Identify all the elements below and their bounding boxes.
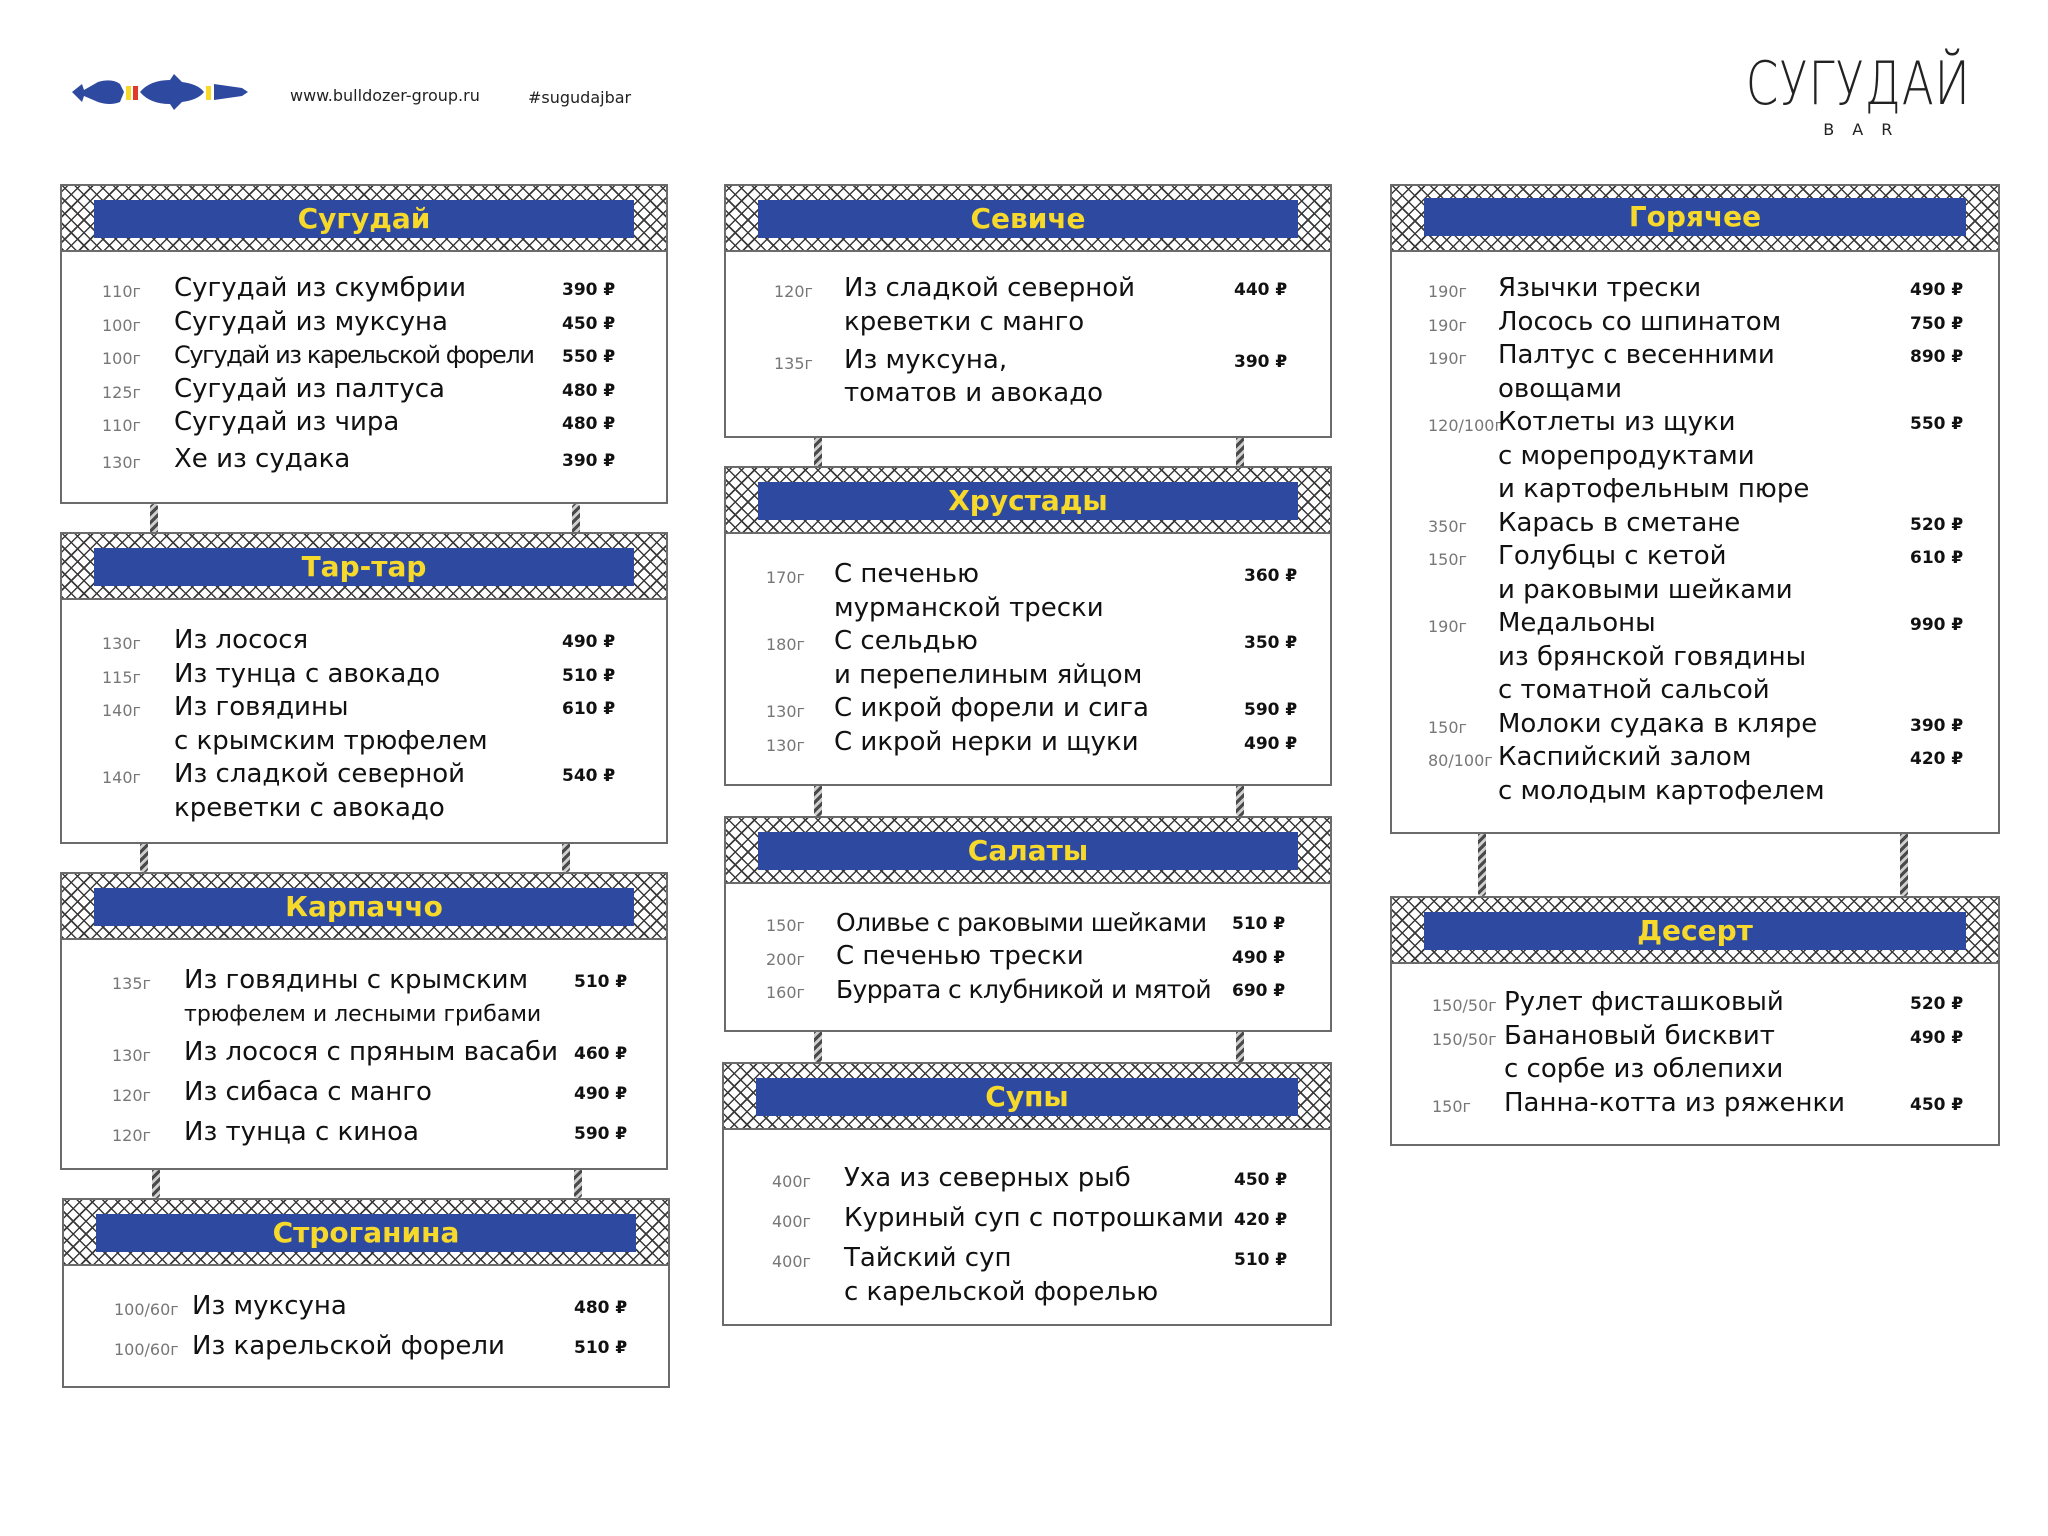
item-name: Лосось со шпинатом: [1498, 306, 1782, 337]
section-carpaccio: [60, 872, 668, 1170]
item-price: 480 ₽: [562, 380, 616, 401]
menu-item: [1392, 986, 1998, 1020]
section-title: Хрустады: [758, 482, 1298, 520]
item-weight: 150/50г: [1432, 996, 1497, 1015]
menu-item: [62, 691, 666, 725]
rope: [574, 1168, 582, 1198]
item-price: 520 ₽: [1910, 514, 1964, 535]
section-header: [64, 1200, 668, 1266]
item-name: Уха из северных рыб: [844, 1163, 1131, 1193]
menu-item: [726, 940, 1330, 974]
brand-sub: BAR: [1823, 120, 1911, 139]
menu-item: [726, 558, 1330, 592]
section-tartar: [60, 532, 668, 844]
menu-item-cont: [726, 592, 1330, 626]
item-name-line3: и картофельным пюре: [1498, 474, 1810, 504]
menu-item: [1392, 1087, 1998, 1121]
rope: [1900, 832, 1908, 896]
section-header: [1392, 186, 1998, 252]
section-soups: [722, 1062, 1332, 1326]
item-name-line2: креветки с манго: [844, 306, 1085, 337]
item-list: [62, 940, 666, 1149]
item-price: 990 ₽: [1910, 615, 1964, 635]
item-name: Из говядины: [174, 692, 349, 722]
section-title: Супы: [756, 1078, 1298, 1116]
item-name: Сугудай из палтуса: [174, 373, 445, 404]
menu-item: [726, 625, 1330, 659]
item-price: 450 ₽: [562, 313, 616, 334]
item-list: [64, 1266, 668, 1364]
section-crustades: [724, 466, 1332, 786]
item-name: Сугудай из муксуна: [174, 306, 448, 337]
fish-logo-icon: [70, 70, 250, 116]
item-weight: 120г: [774, 282, 813, 301]
menu-item-cont: [1392, 574, 1998, 608]
item-name-line2: мурманской трески: [834, 592, 1104, 623]
item-weight: 110г: [102, 282, 141, 301]
item-weight: 350г: [1428, 516, 1467, 536]
section-dessert: [1390, 896, 2000, 1146]
item-name: Из карельской форели: [192, 1331, 505, 1361]
item-name: Куриный суп с потрошками: [844, 1203, 1224, 1233]
menu-item: [62, 1036, 666, 1076]
item-weight: 80/100г: [1428, 751, 1493, 770]
item-list: [724, 1130, 1330, 1309]
item-name: Сугудай из скумбрии: [174, 273, 466, 303]
menu-item: [1392, 306, 1998, 340]
section-title: Горячее: [1424, 198, 1966, 236]
item-price: 450 ₽: [1910, 1094, 1964, 1115]
item-weight: 130г: [112, 1045, 151, 1065]
item-price: 390 ₽: [562, 280, 616, 300]
item-list: [726, 252, 1330, 411]
item-name: Из сибаса с манго: [184, 1076, 432, 1107]
menu-item: [62, 373, 666, 407]
section-title: Карпаччо: [94, 888, 634, 926]
item-price: 490 ₽: [562, 632, 616, 652]
item-name: Хе из судака: [174, 443, 351, 474]
item-weight: 400г: [772, 1172, 811, 1191]
item-name: Из тунца с авокадо: [174, 658, 441, 689]
section-title: Севиче: [758, 200, 1298, 238]
item-name: Палтус с весенними: [1498, 340, 1775, 370]
rope: [814, 784, 822, 816]
section-title: Строганина: [96, 1214, 636, 1252]
item-name: Буррата с клубникой и мятой: [836, 975, 1211, 1004]
section-title: Тар-тар: [94, 548, 634, 586]
item-name-line2: томатов и авокадо: [844, 378, 1104, 408]
menu-item-cont: [724, 1276, 1330, 1310]
item-name-line2: из брянской говядины: [1498, 641, 1807, 672]
item-price: 420 ₽: [1910, 749, 1964, 769]
menu-item-cont: [62, 792, 666, 826]
item-price: 510 ₽: [574, 972, 628, 992]
menu-item-cont: [726, 306, 1330, 344]
section-header: [724, 1064, 1330, 1130]
section-header: [726, 186, 1330, 252]
item-list: [62, 252, 666, 476]
item-weight: 160г: [766, 983, 805, 1002]
menu-item: [64, 1290, 668, 1330]
menu-item: [62, 624, 666, 658]
item-name: Из сладкой северной: [174, 759, 466, 789]
menu-item: [726, 344, 1330, 378]
menu-item: [62, 306, 666, 340]
item-price: 610 ₽: [1910, 548, 1964, 568]
menu-item: [62, 443, 666, 477]
section-hot: [1390, 184, 2000, 834]
item-price: 750 ₽: [1910, 313, 1964, 334]
menu-item-cont: [1392, 641, 1998, 675]
item-name: Банановый бисквит: [1504, 1020, 1775, 1051]
item-name: Тайский суп: [844, 1243, 1012, 1273]
menu-item: [1392, 272, 1998, 306]
item-name: Сугудай из карельской форели: [174, 341, 534, 369]
item-weight: 130г: [766, 702, 805, 721]
item-price: 550 ₽: [562, 347, 616, 367]
item-name: Рулет фисташковый: [1504, 987, 1784, 1017]
rope: [1236, 1030, 1244, 1062]
menu-item: [1392, 1020, 1998, 1054]
item-weight: 115г: [102, 667, 141, 687]
menu-item-cont: [62, 998, 666, 1036]
rope: [150, 504, 158, 534]
item-name: Голубцы с кетой: [1498, 541, 1727, 571]
item-name-line3: с томатной сальсой: [1498, 675, 1770, 705]
item-price: 490 ₽: [1232, 947, 1286, 968]
menu-item: [726, 692, 1330, 726]
item-weight: 125г: [102, 382, 141, 402]
item-list: [726, 884, 1330, 1007]
menu-item: [724, 1202, 1330, 1242]
item-price: 890 ₽: [1910, 347, 1964, 367]
item-name: Оливье с раковыми шейками: [836, 908, 1207, 937]
item-weight: 120г: [112, 1085, 151, 1105]
item-price: 480 ₽: [562, 414, 616, 434]
item-weight: 200г: [766, 949, 805, 969]
item-name: Сугудай из чира: [174, 407, 400, 437]
item-weight: 100/60г: [114, 1340, 179, 1359]
item-name: Из лосося: [174, 625, 309, 655]
menu-item-cont: [62, 725, 666, 759]
menu-item: [724, 1162, 1330, 1202]
item-name-line2: и перепелиным яйцом: [834, 659, 1143, 690]
item-price: 510 ₽: [1232, 914, 1286, 934]
item-price: 510 ₽: [1234, 1250, 1288, 1270]
item-name: Из сладкой северной: [844, 273, 1136, 303]
menu-item: [62, 406, 666, 440]
rope: [152, 1168, 160, 1198]
brand-name: СУГУДАЙ: [1745, 49, 1971, 119]
item-weight: 190г: [1428, 617, 1467, 636]
item-name: Язычки трески: [1498, 273, 1702, 303]
rope: [1236, 784, 1244, 816]
item-weight: 140г: [102, 768, 141, 787]
item-weight: 135г: [774, 353, 813, 373]
item-list: [62, 600, 666, 825]
item-price: 440 ₽: [1234, 280, 1288, 300]
menu-item: [726, 272, 1330, 306]
item-list: [1392, 252, 1998, 808]
item-price: 390 ₽: [1234, 351, 1288, 372]
item-price: 690 ₽: [1232, 981, 1286, 1001]
rope: [814, 436, 822, 468]
item-weight: 130г: [102, 452, 141, 472]
menu-item-cont: [726, 377, 1330, 411]
item-name-line2: с карельской форелью: [844, 1276, 1159, 1307]
item-price: 590 ₽: [1244, 700, 1298, 720]
item-price: 590 ₽: [574, 1123, 628, 1144]
menu-item: [726, 906, 1330, 940]
item-price: 490 ₽: [574, 1083, 628, 1104]
item-price: 390 ₽: [562, 450, 616, 471]
menu-item: [64, 1330, 668, 1364]
item-weight: 140г: [102, 701, 141, 720]
item-name: С икрой форели и сига: [834, 693, 1149, 723]
item-weight: 100/60г: [114, 1300, 179, 1319]
menu-item: [1392, 507, 1998, 541]
menu-item-cont: [1392, 473, 1998, 507]
rope: [1236, 436, 1244, 468]
item-name-line2: с сорбе из облепихи: [1504, 1054, 1784, 1084]
section-ceviche: [724, 184, 1332, 438]
menu-item: [726, 973, 1330, 1007]
item-weight: 120/100г: [1428, 416, 1503, 435]
item-price: 520 ₽: [1910, 994, 1964, 1014]
item-name: Из муксуна,: [844, 344, 1008, 375]
menu-item-cont: [1392, 1053, 1998, 1087]
item-name: Котлеты из щуки: [1498, 407, 1736, 437]
item-price: 390 ₽: [1910, 715, 1964, 736]
item-name: Молоки судака в кляре: [1498, 708, 1818, 739]
menu-item-cont: [1392, 674, 1998, 708]
item-weight: 150г: [1428, 717, 1467, 737]
item-name: Из говядины с крымским: [184, 965, 529, 995]
hashtag: #sugudajbar: [528, 88, 632, 107]
item-name-line2: овощами: [1498, 373, 1623, 404]
rope: [562, 842, 570, 872]
menu-item-cont: [1392, 373, 1998, 407]
item-weight: 150г: [1428, 550, 1467, 569]
item-name: Каспийский залом: [1498, 742, 1752, 772]
menu-item: [726, 726, 1330, 760]
section-salads: [724, 816, 1332, 1032]
section-header: [1392, 898, 1998, 964]
item-list: [726, 534, 1330, 759]
menu-item: [1392, 339, 1998, 373]
item-weight: 170г: [766, 568, 805, 587]
item-weight: 120г: [112, 1125, 151, 1145]
item-weight: 100г: [102, 315, 141, 335]
rope: [814, 1030, 822, 1062]
menu-item: [62, 658, 666, 692]
item-name: Из лосося с пряным васаби: [184, 1036, 558, 1067]
item-weight: 135г: [112, 974, 151, 993]
item-price: 490 ₽: [1910, 1027, 1964, 1048]
rope: [1478, 832, 1486, 896]
menu-item-cont: [1392, 775, 1998, 809]
item-list: [1392, 964, 1998, 1120]
item-name: Карась в сметане: [1498, 507, 1741, 538]
section-header: [726, 468, 1330, 534]
item-price: 490 ₽: [1244, 733, 1298, 754]
item-weight: 190г: [1428, 349, 1467, 368]
menu-item: [1392, 406, 1998, 440]
item-weight: 150г: [1432, 1096, 1471, 1116]
rope: [140, 842, 148, 872]
item-name: Медальоны: [1498, 608, 1656, 638]
item-price: 540 ₽: [562, 766, 616, 786]
section-header: [62, 186, 666, 252]
item-weight: 110г: [102, 416, 141, 435]
menu-item: [62, 272, 666, 306]
item-weight: 180г: [766, 635, 805, 654]
section-title: Десерт: [1424, 912, 1966, 950]
brand-logo: [1714, 49, 2002, 139]
item-price: 460 ₽: [574, 1043, 628, 1064]
item-name: С икрой нерки и щуки: [834, 726, 1139, 757]
rope: [572, 504, 580, 534]
item-weight: 150г: [766, 916, 805, 935]
item-name-line2: и раковыми шейками: [1498, 574, 1793, 605]
item-name: С сельдью: [834, 626, 978, 656]
section-title: Сугудай: [94, 200, 634, 238]
item-weight: 100г: [102, 349, 141, 368]
item-name-line2: с молодым картофелем: [1498, 775, 1825, 806]
menu-item: [62, 1076, 666, 1116]
section-sugudai: [60, 184, 668, 504]
item-weight: 400г: [772, 1252, 811, 1271]
website-link[interactable]: www.bulldozer-group.ru: [290, 86, 480, 105]
section-header: [62, 874, 666, 940]
item-price: 510 ₽: [574, 1338, 628, 1358]
menu-item: [1392, 708, 1998, 742]
item-name: С печенью трески: [836, 940, 1084, 971]
item-price: 610 ₽: [562, 699, 616, 719]
menu-item: [1392, 607, 1998, 641]
item-weight: 130г: [102, 634, 141, 653]
item-weight: 400г: [772, 1212, 811, 1231]
item-name: С печенью: [834, 559, 979, 589]
item-name-line2: креветки с авокадо: [174, 792, 445, 823]
item-weight: 150/50г: [1432, 1029, 1497, 1049]
item-price: 550 ₽: [1910, 414, 1964, 434]
menu-item: [1392, 741, 1998, 775]
item-price: 420 ₽: [1234, 1210, 1288, 1230]
item-price: 350 ₽: [1244, 633, 1298, 653]
item-price: 480 ₽: [574, 1298, 628, 1318]
section-header: [726, 818, 1330, 884]
item-price: 510 ₽: [562, 665, 616, 686]
menu-item: [724, 1242, 1330, 1276]
item-name-line2: с морепродуктами: [1498, 440, 1755, 471]
item-name-line2: трюфелем и лесными грибами: [184, 1001, 542, 1027]
item-price: 490 ₽: [1910, 280, 1964, 300]
item-weight: 190г: [1428, 315, 1467, 335]
menu-item: [62, 1116, 666, 1150]
menu-item: [1392, 540, 1998, 574]
menu-item: [62, 758, 666, 792]
item-weight: 130г: [766, 735, 805, 755]
item-price: 360 ₽: [1244, 566, 1298, 586]
item-name: Из муксуна: [192, 1291, 347, 1321]
section-title: Салаты: [758, 832, 1298, 870]
item-name: Из тунца с киноа: [184, 1116, 419, 1147]
section-stroganina: [62, 1198, 670, 1388]
menu-item: [62, 964, 666, 998]
item-name: Панна-котта из ряженки: [1504, 1087, 1846, 1118]
item-name-line2: с крымским трюфелем: [174, 725, 488, 756]
menu-item: [62, 339, 666, 373]
item-price: 450 ₽: [1234, 1170, 1288, 1190]
section-header: [62, 534, 666, 600]
menu-item-cont: [726, 659, 1330, 693]
menu-item-cont: [1392, 440, 1998, 474]
item-weight: 190г: [1428, 282, 1467, 301]
